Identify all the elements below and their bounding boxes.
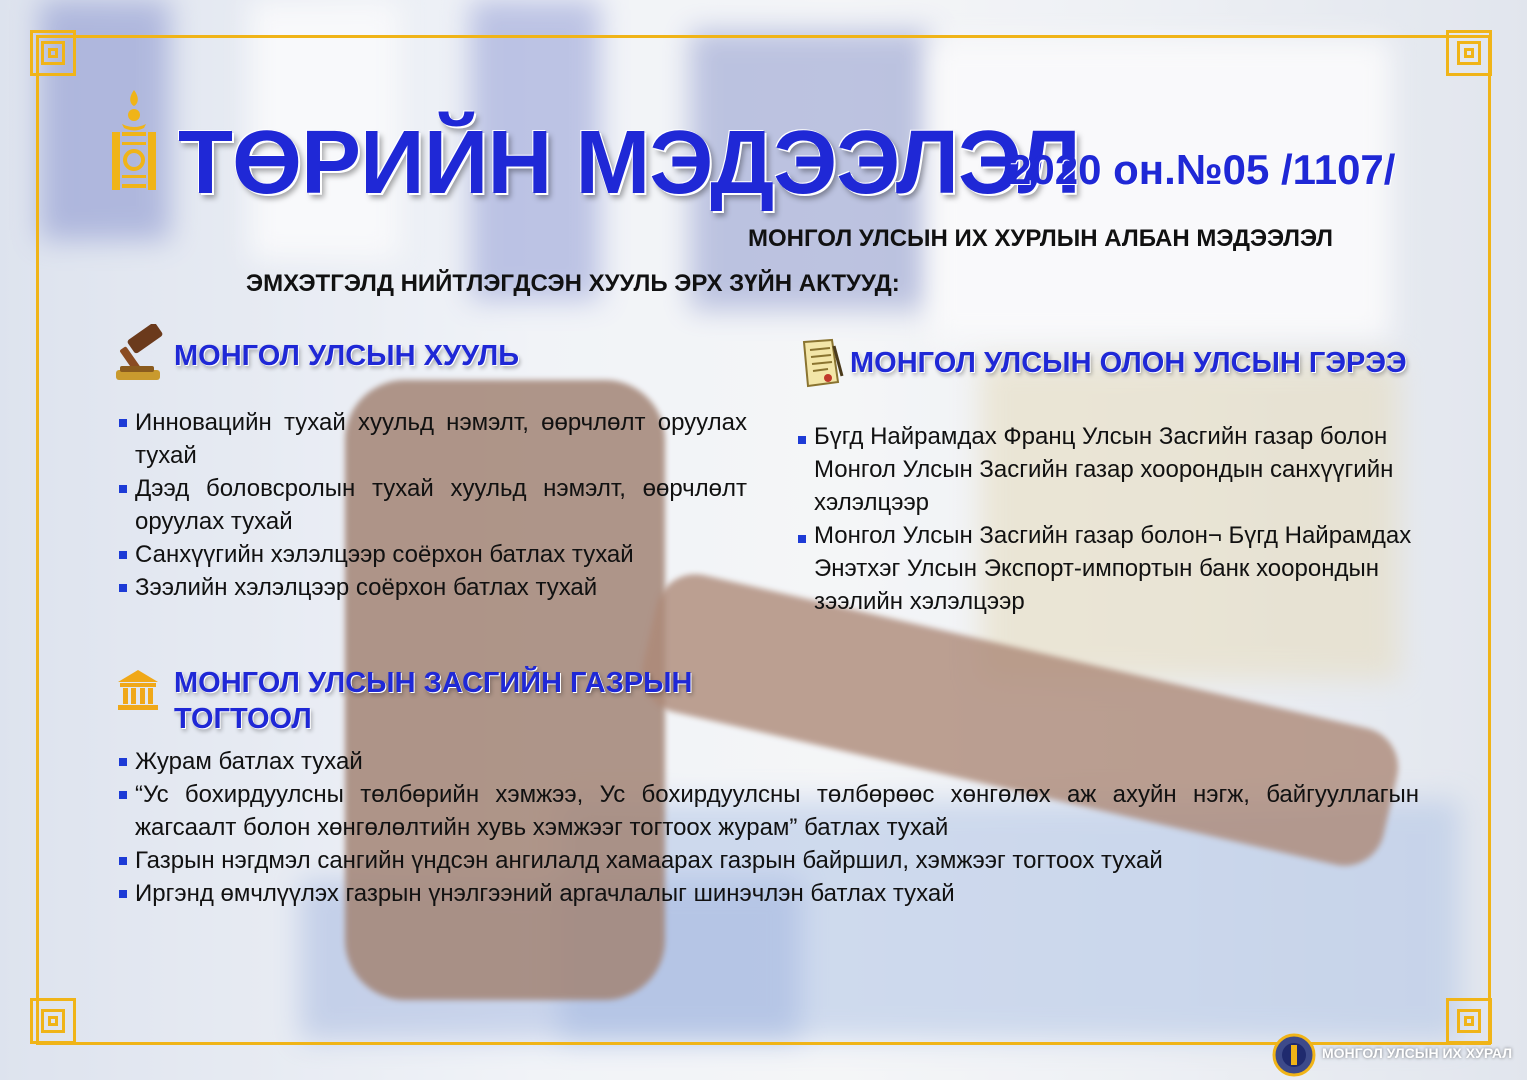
frame-corner-knot-icon: [1446, 998, 1492, 1044]
document-icon: [798, 338, 844, 390]
government-heading-line2: ТОГТООЛ: [174, 703, 312, 735]
laws-heading: МОНГОЛ УЛСЫН ХУУЛЬ: [174, 340, 520, 372]
list-item: Газрын нэгдмэл сангийн үндсэн ангилалд хамаарах газрын байршил, хэмжээг тогтоох тухай: [119, 844, 1419, 877]
government-building-icon: [116, 668, 160, 712]
list-item: Зээлийн хэлэлцээр соёрхон батлах тухай: [119, 571, 747, 604]
frame-corner-knot-icon: [1446, 30, 1492, 76]
government-list: [119, 745, 1419, 910]
government-heading: [174, 665, 692, 737]
footer-org-name: МОНГОЛ УЛСЫН ИХ ХУРАЛ: [1322, 1045, 1513, 1061]
government-heading-line1: МОНГОЛ УЛСЫН ЗАСГИЙН ГАЗРЫН: [174, 667, 693, 699]
list-item: Дээд боловсролын тухай хуульд нэмэлт, өөрчлөлт оруулах тухай: [119, 472, 747, 538]
gavel-icon: [112, 324, 172, 384]
state-emblem-icon: [1272, 1033, 1316, 1077]
laws-list: [119, 406, 747, 604]
issue-number: 2020 он.№05 /1107/: [1008, 146, 1396, 193]
list-item: “Ус бохирдуулсны төлбөрийн хэмжээ, Ус бохирдуулсны төлбөрөөс хөнгөлөх аж ахуйн нэгж, байгууллагын жагсаалт болон хөнгөлөлтийн хувь хэмжээг тогтоох журам” батлах тухай: [119, 778, 1419, 844]
list-item: Санхүүгийн хэлэлцээр соёрхон батлах тухай: [119, 538, 747, 571]
list-item: Бүгд Найрамдах Франц Улсын Засгийн газар болон Монгол Улсын Засгийн газар хоорондын санхүүгийн хэлэлцээр: [798, 420, 1438, 519]
treaties-heading: МОНГОЛ УЛСЫН ОЛОН УЛСЫН ГЭРЭЭ: [850, 347, 1407, 379]
section-intro: ЭМХЭТГЭЛД НИЙТЛЭГДСЭН ХУУЛЬ ЭРХ ЗҮЙН АКТУУД:: [246, 270, 900, 297]
treaties-list: [798, 420, 1438, 618]
publisher-subtitle: МОНГОЛ УЛСЫН ИХ ХУРЛЫН АЛБАН МЭДЭЭЛЭЛ: [748, 225, 1334, 252]
soyombo-emblem-icon: [104, 88, 164, 194]
list-item: Журам батлах тухай: [119, 745, 1419, 778]
page-title: ТӨРИЙН МЭДЭЭЛЭЛ: [178, 113, 1080, 213]
frame-corner-knot-icon: [30, 998, 76, 1044]
list-item: Иргэнд өмчлүүлэх газрын үнэлгээний аргачлалыг шинэчлэн батлах тухай: [119, 877, 1419, 910]
list-item: Монгол Улсын Засгийн газар болон¬ Бүгд Найрамдах Энэтхэг Улсын Экспорт-импортын банк хоорондын зээлийн хэлэлцээр: [798, 519, 1438, 618]
list-item: Инновацийн тухай хуульд нэмэлт, өөрчлөлт оруулах тухай: [119, 406, 747, 472]
frame-corner-knot-icon: [30, 30, 76, 76]
